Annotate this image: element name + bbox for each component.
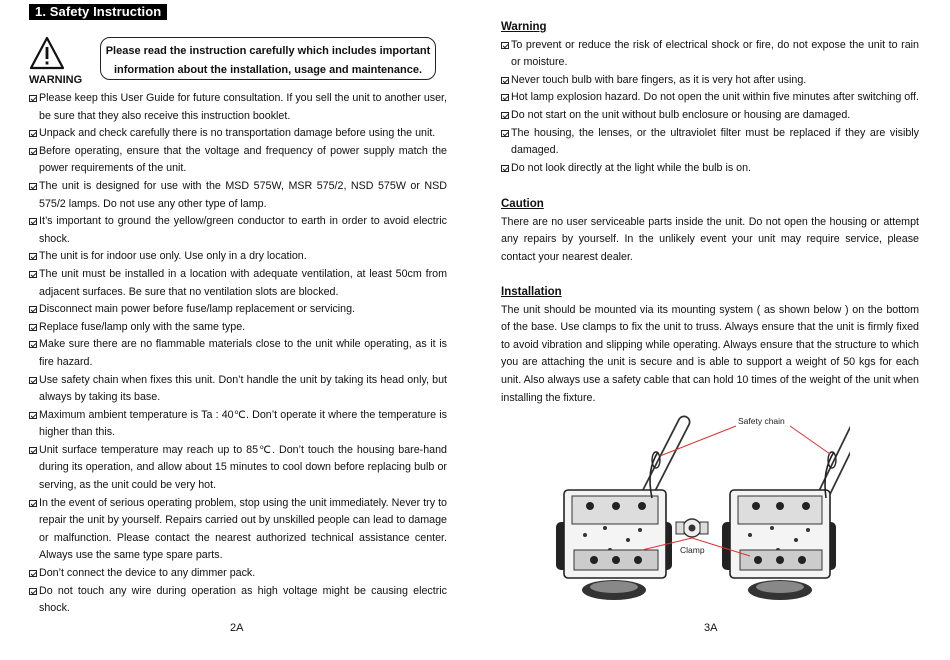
caution-heading: Caution bbox=[501, 198, 544, 210]
list-item: Unpack and check carefully there is no transportation damage before using the unit. bbox=[29, 125, 447, 143]
checkbox-icon bbox=[29, 412, 37, 419]
page-number-right: 3A bbox=[704, 622, 718, 634]
checkbox-icon bbox=[29, 95, 37, 102]
checkbox-icon bbox=[29, 148, 37, 155]
list-item: Disconnect main power before fuse/lamp replacement or servicing. bbox=[29, 301, 447, 319]
checkbox-icon bbox=[29, 341, 37, 348]
checkbox-icon bbox=[501, 42, 509, 49]
safety-list bbox=[29, 90, 447, 618]
checkbox-icon bbox=[29, 500, 37, 507]
list-item: Maximum ambient temperature is Ta : 40℃. Don’t operate it where the temperature is higher than this. bbox=[29, 407, 447, 442]
caution-section bbox=[501, 196, 919, 266]
list-item: The housing, the lenses, or the ultraviolet filter must be replaced if they are visibly damaged. bbox=[501, 125, 919, 160]
checkbox-icon bbox=[501, 94, 509, 101]
list-item: The unit is for indoor use only. Use only in a dry location. bbox=[29, 248, 447, 266]
list-item: It’s important to ground the yellow/green conductor to earth in order to avoid electric shock. bbox=[29, 213, 447, 248]
fixture-left bbox=[556, 490, 672, 600]
page-number-left: 2A bbox=[230, 622, 244, 634]
checkbox-icon bbox=[501, 130, 509, 137]
list-item: In the event of serious operating problem, stop using the unit immediately. Never try to repair the unit by yourself. Repairs carried out by unskilled people can lead to damage or malfunction. Please contact the nearest authorized technical assistance center. Always use the same type spare parts. bbox=[29, 495, 447, 565]
clamp-label: Clamp bbox=[680, 545, 705, 555]
checkbox-icon bbox=[29, 218, 37, 225]
checkbox-icon bbox=[29, 130, 37, 137]
list-item: Do not start on the unit without bulb enclosure or housing are damaged. bbox=[501, 107, 919, 125]
installation-heading: Installation bbox=[501, 286, 562, 298]
checkbox-icon bbox=[29, 324, 37, 331]
installation-text: The unit should be mounted via its mounting system ( as shown below ) on the bottom of the base. Use clamps to fix the unit to truss. Always ensure that the unit is firmly fixed to avoid vibration and slipping while operating. Always ensure that the structure to which you are attaching the unit is secure and is able to support a weight of 50 kgs for each unit. Also always use a safety cable that can hold 10 times of the weight of the unit when installing the fixture. bbox=[501, 303, 919, 404]
list-item: Make sure there are no flammable materials close to the unit while operating, as it is fire hazard. bbox=[29, 336, 447, 371]
list-item: Do not look directly at the light while the bulb is on. bbox=[501, 160, 919, 178]
checkbox-icon bbox=[29, 306, 37, 313]
list-item: The unit must be installed in a location with adequate ventilation, at least 50cm from adjacent surfaces. Be sure that no ventilation slots are blocked. bbox=[29, 266, 447, 301]
section-title: 1. Safety Instruction bbox=[29, 4, 167, 20]
checkbox-icon bbox=[501, 77, 509, 84]
checkbox-icon bbox=[501, 165, 509, 172]
safety-chain-label: Safety chain bbox=[738, 416, 785, 426]
installation-section bbox=[501, 284, 919, 407]
clamp-icon bbox=[676, 519, 708, 537]
notice-line-2: information about the installation, usage and maintenance. bbox=[113, 64, 423, 76]
notice-line-1: Please read the instruction carefully which includes important bbox=[105, 45, 431, 57]
checkbox-icon bbox=[29, 183, 37, 190]
caution-text: There are no user serviceable parts inside the unit. Do not open the housing or attempt any repairs by yourself. In the unlikely event your unit may require service, please contact your nearest dealer. bbox=[501, 215, 919, 263]
checkbox-icon bbox=[29, 271, 37, 278]
list-item: Unit surface temperature may reach up to 85℃. Don’t touch the housing bare-hand during its operation, and allow about 15 minutes to cool down before replacing bulb or serving, as the unit could be very hot. bbox=[29, 442, 447, 495]
list-item: The unit is designed for use with the MSD 575W, MSR 575/2, NSD 575W or NSD 575/2 lamps. Do not use any other type of lamp. bbox=[29, 178, 447, 213]
warning-heading: Warning bbox=[501, 21, 547, 33]
notice-box bbox=[100, 37, 436, 80]
fixture-right bbox=[722, 490, 836, 600]
list-item: Hot lamp explosion hazard. Do not open the unit within five minutes after switching off. bbox=[501, 89, 919, 107]
list-item: Please keep this User Guide for future consultation. If you sell the unit to another user, be sure that they also receive this instruction booklet. bbox=[29, 90, 447, 125]
warning-triangle-icon bbox=[29, 36, 65, 70]
checkbox-icon bbox=[29, 570, 37, 577]
list-item: Don’t connect the device to any dimmer pack. bbox=[29, 565, 447, 583]
warning-label: WARNING bbox=[29, 74, 83, 86]
list-item: Replace fuse/lamp only with the same type. bbox=[29, 319, 447, 337]
checkbox-icon bbox=[29, 447, 37, 454]
list-item: To prevent or reduce the risk of electrical shock or fire, do not expose the unit to rain or moisture. bbox=[501, 37, 919, 72]
checkbox-icon bbox=[501, 112, 509, 119]
list-item: Never touch bulb with bare fingers, as it is very hot after using. bbox=[501, 72, 919, 90]
checkbox-icon bbox=[29, 588, 37, 595]
list-item: Do not touch any wire during operation as high voltage might be causing electric shock. bbox=[29, 583, 447, 618]
checkbox-icon bbox=[29, 377, 37, 384]
installation-figure bbox=[550, 410, 850, 605]
warning-section bbox=[501, 19, 919, 177]
list-item: Use safety chain when fixes this unit. Don’t handle the unit by taking its head only, but always by taking its base. bbox=[29, 372, 447, 407]
checkbox-icon bbox=[29, 253, 37, 260]
list-item: Before operating, ensure that the voltage and frequency of power supply match the power requirements of the unit. bbox=[29, 143, 447, 178]
